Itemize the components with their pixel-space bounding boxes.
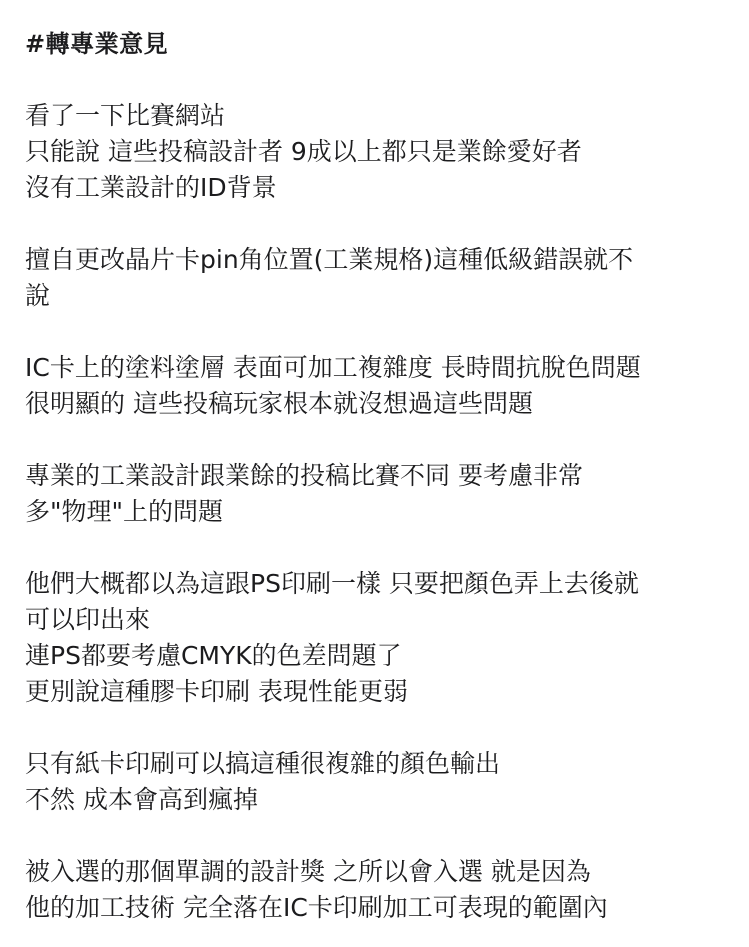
paragraph-2 bbox=[25, 242, 730, 314]
text-line: 多"物理"上的問題 bbox=[25, 497, 223, 526]
text-line: 連PS都要考慮CMYK的色差問題了 bbox=[25, 641, 402, 670]
text-line: 只有紙卡印刷可以搞這種很複雜的顏色輸出 bbox=[25, 749, 501, 778]
post-body bbox=[25, 26, 730, 926]
paragraph-4 bbox=[25, 458, 730, 530]
text-line: IC卡上的塗料塗層 表面可加工複雜度 長時間抗脫色問題 bbox=[25, 353, 641, 382]
text-line: 被入選的那個單調的設計獎 之所以會入選 就是因為 bbox=[25, 857, 591, 886]
text-line: 沒有工業設計的ID背景 bbox=[25, 173, 277, 202]
text-line: 不然 成本會高到瘋掉 bbox=[25, 785, 258, 814]
paragraph-1 bbox=[25, 98, 730, 206]
text-line: 說 bbox=[25, 281, 51, 310]
text-line: 他們大概都以為這跟PS印刷一樣 只要把顏色弄上去後就 bbox=[25, 569, 639, 598]
text-line: 看了一下比賽網站 bbox=[25, 101, 226, 130]
text-line: 更別說這種膠卡印刷 表現性能更弱 bbox=[25, 677, 408, 706]
paragraph-5 bbox=[25, 566, 730, 710]
hashtag-title[interactable]: #轉專業意見 bbox=[25, 30, 169, 58]
text-line: 擅自更改晶片卡pin角位置(工業規格)這種低級錯誤就不 bbox=[25, 245, 634, 274]
paragraph-7 bbox=[25, 854, 730, 926]
text-line: 他的加工技術 完全落在IC卡印刷加工可表現的範圍內 bbox=[25, 893, 608, 922]
paragraph-3 bbox=[25, 350, 730, 422]
text-line: 只能說 這些投稿設計者 9成以上都只是業餘愛好者 bbox=[25, 137, 582, 166]
paragraph-6 bbox=[25, 746, 730, 818]
text-line: 可以印出來 bbox=[25, 605, 151, 634]
text-line: 很明顯的 這些投稿玩家根本就沒想過這些問題 bbox=[25, 389, 533, 418]
text-line: 專業的工業設計跟業餘的投稿比賽不同 要考慮非常 bbox=[25, 461, 583, 490]
